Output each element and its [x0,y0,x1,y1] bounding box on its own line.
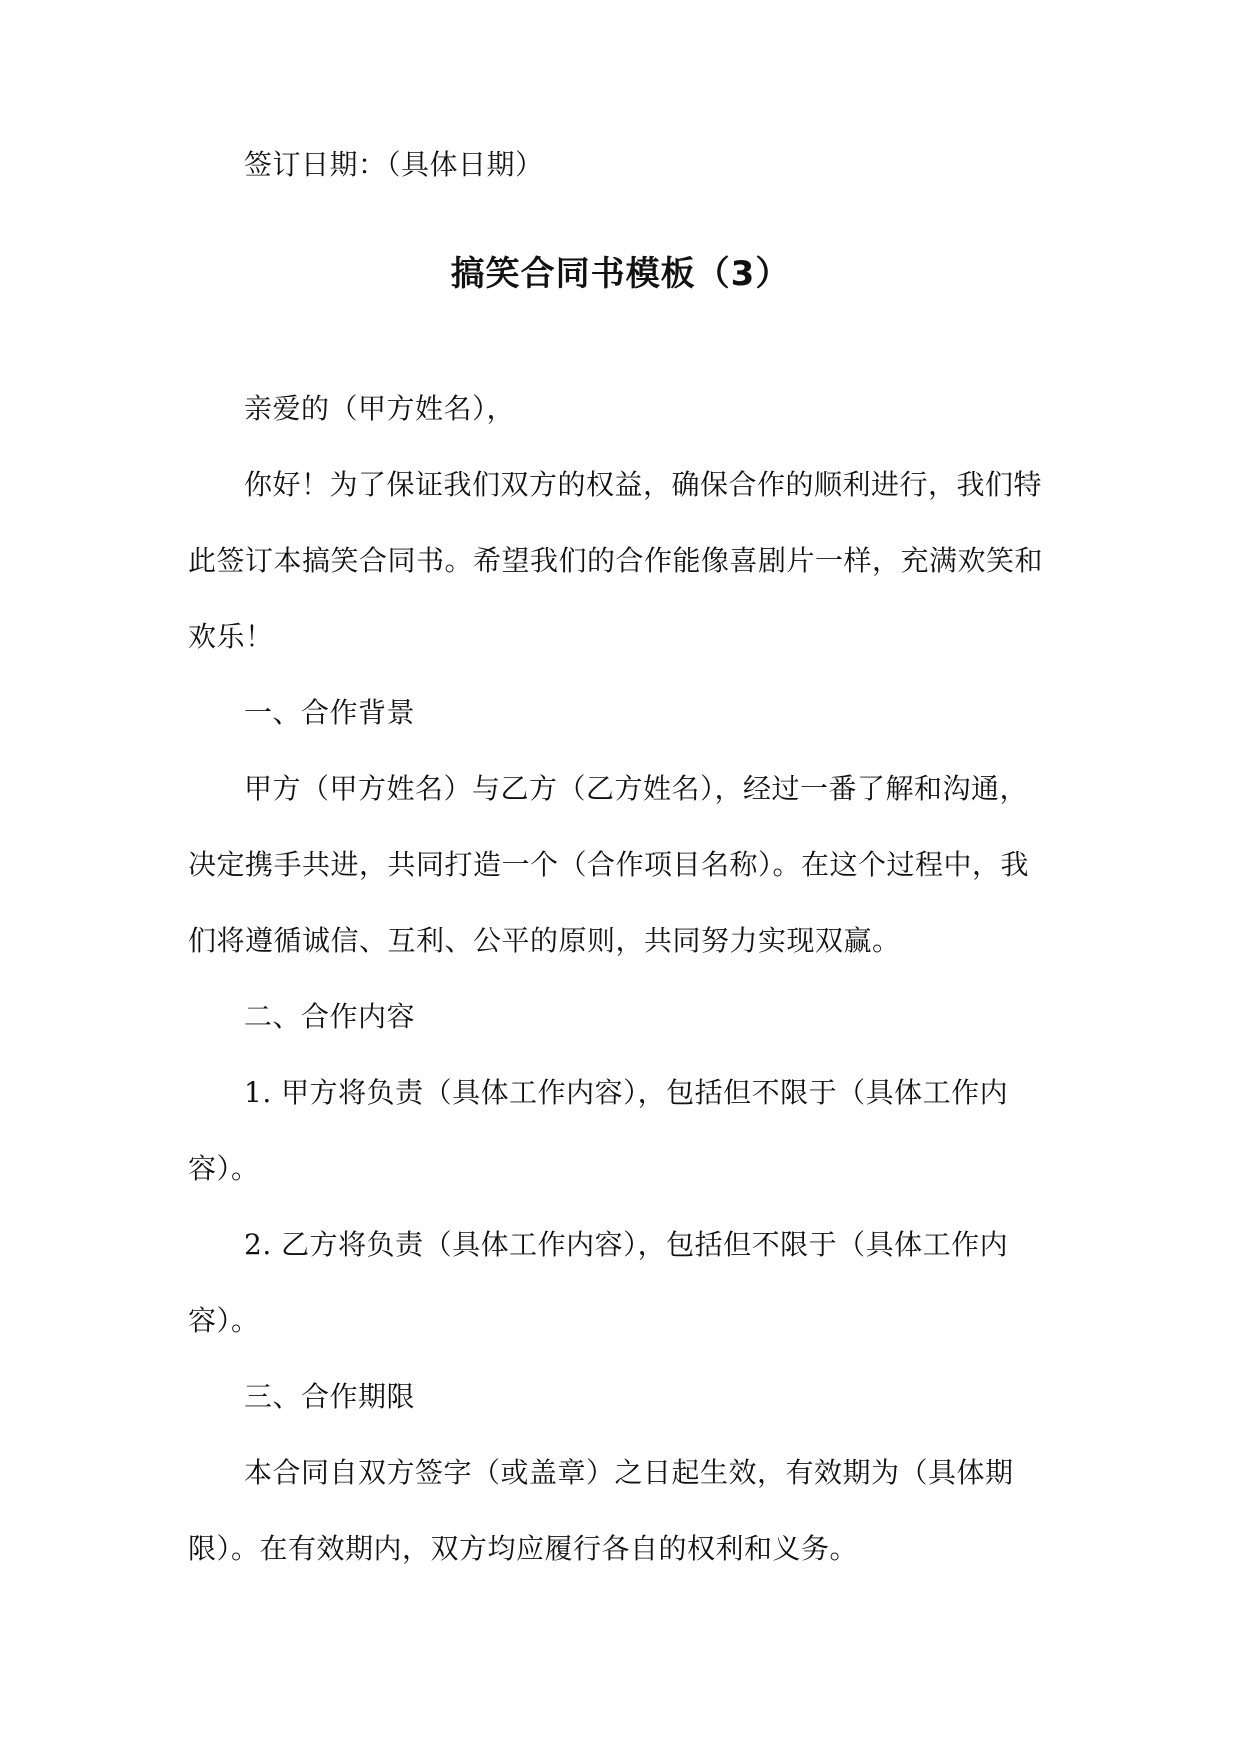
section-2-item-1-line-1: 1. 甲方将负责（具体工作内容），包括但不限于（具体工作内 [244,1076,1009,1109]
signing-date: 签订日期：（具体日期） [244,148,544,181]
section-2-item-1-line-2: 容）。 [188,1152,260,1185]
section-2-heading: 二、合作内容 [244,1000,416,1033]
intro-line-3: 欢乐！ [188,620,274,653]
signing-date-block [188,127,1058,203]
section-3-line-1: 本合同自双方签字（或盖章）之日起生效，有效期为（具体期 [244,1456,1014,1489]
intro-line-2: 此签订本搞笑合同书。希望我们的合作能像喜剧片一样，充满欢笑和 [188,544,1044,577]
document-title: 搞笑合同书模板（3） [450,254,791,294]
section-1-line-1: 甲方（甲方姓名）与乙方（乙方姓名），经过一番了解和沟通， [244,772,1029,805]
section-3-heading: 三、合作期限 [244,1380,416,1413]
section-1-line-3: 们将遵循诚信、互利、公平的原则，共同努力实现双赢。 [188,924,901,957]
section-1-heading: 一、合作背景 [244,696,416,729]
section-1-line-2: 决定携手共进，共同打造一个（合作项目名称）。在这个过程中，我 [188,848,1030,881]
document-body [188,371,1058,1587]
section-2-item-2-line-2: 容）。 [188,1304,260,1337]
section-3-line-2: 限）。在有效期内，双方均应履行各自的权利和义务。 [188,1532,859,1565]
greeting: 亲爱的（甲方姓名）， [244,392,516,425]
section-2-item-2-line-1: 2. 乙方将负责（具体工作内容），包括但不限于（具体工作内 [244,1228,1009,1261]
intro-line-1: 你好！为了保证我们双方的权益，确保合作的顺利进行，我们特 [244,468,1043,501]
